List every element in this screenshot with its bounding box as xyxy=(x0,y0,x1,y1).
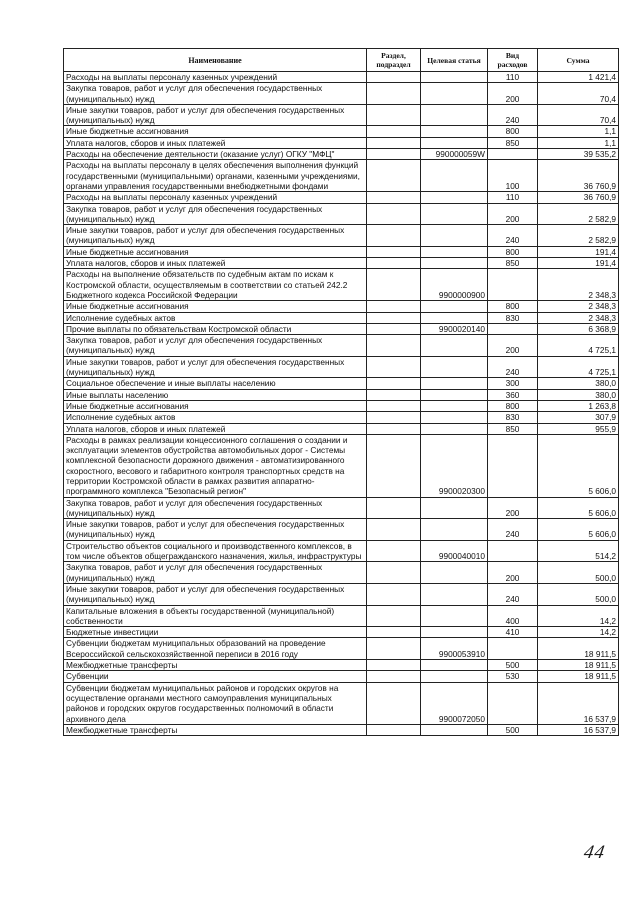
cell-amount: 70,4 xyxy=(538,83,619,105)
table-row xyxy=(64,682,619,724)
cell-section xyxy=(367,356,421,378)
table-row xyxy=(64,137,619,148)
cell-section xyxy=(367,335,421,357)
cell-expense-type xyxy=(488,269,538,301)
cell-expense-type: 500 xyxy=(488,660,538,671)
table-row xyxy=(64,72,619,83)
cell-target xyxy=(421,627,488,638)
cell-name: Иные закупки товаров, работ и услуг для обеспечения государственных (муниципальных) нужд xyxy=(64,356,367,378)
cell-expense-type xyxy=(488,682,538,724)
cell-target xyxy=(421,378,488,389)
header-expense-type: Вид расходов xyxy=(488,49,538,72)
cell-section xyxy=(367,160,421,192)
cell-name: Уплата налогов, сборов и иных платежей xyxy=(64,137,367,148)
header-target: Целевая статья xyxy=(421,49,488,72)
cell-section xyxy=(367,246,421,257)
cell-target: 9900040010 xyxy=(421,540,488,562)
cell-name: Межбюджетные трансферты xyxy=(64,724,367,735)
cell-expense-type xyxy=(488,638,538,660)
cell-section xyxy=(367,660,421,671)
cell-section xyxy=(367,562,421,584)
cell-target xyxy=(421,519,488,541)
cell-section xyxy=(367,83,421,105)
header-section: Раздел, подраздел xyxy=(367,49,421,72)
cell-name: Закупка товаров, работ и услуг для обеспечения государственных (муниципальных) нужд xyxy=(64,335,367,357)
cell-target xyxy=(421,192,488,203)
cell-expense-type: 800 xyxy=(488,301,538,312)
cell-name: Субвенции бюджетам муниципальных образований на проведение Всероссийской сельскохозяйственной переписи в 2016 году xyxy=(64,638,367,660)
cell-expense-type xyxy=(488,434,538,497)
table-row xyxy=(64,323,619,334)
cell-target xyxy=(421,660,488,671)
cell-section xyxy=(367,192,421,203)
cell-name: Капитальные вложения в объекты государственной (муниципальной) собственности xyxy=(64,605,367,627)
table-row xyxy=(64,301,619,312)
cell-expense-type: 240 xyxy=(488,225,538,247)
cell-expense-type: 830 xyxy=(488,412,538,423)
cell-name: Иные бюджетные ассигнования xyxy=(64,400,367,411)
cell-amount: 2 348,3 xyxy=(538,301,619,312)
cell-section xyxy=(367,203,421,225)
cell-name: Субвенции бюджетам муниципальных районов и городских округов на осуществление органами местного самоуправления муниципальных районов и городских округов государственных полномочий в области архивного дела xyxy=(64,682,367,724)
table-row xyxy=(64,149,619,160)
cell-expense-type xyxy=(488,149,538,160)
page-number: 44 xyxy=(582,842,607,863)
cell-expense-type: 200 xyxy=(488,335,538,357)
cell-target xyxy=(421,301,488,312)
cell-amount: 1,1 xyxy=(538,126,619,137)
table-row xyxy=(64,160,619,192)
cell-name: Исполнение судебных актов xyxy=(64,412,367,423)
cell-amount: 1 263,8 xyxy=(538,400,619,411)
table-row xyxy=(64,192,619,203)
cell-expense-type xyxy=(488,540,538,562)
table-row xyxy=(64,583,619,605)
cell-expense-type: 800 xyxy=(488,400,538,411)
cell-amount: 18 911,5 xyxy=(538,638,619,660)
cell-name: Межбюджетные трансферты xyxy=(64,660,367,671)
cell-name: Расходы на выплаты персоналу казенных учреждений xyxy=(64,72,367,83)
cell-expense-type: 800 xyxy=(488,126,538,137)
cell-amount: 514,2 xyxy=(538,540,619,562)
cell-section xyxy=(367,638,421,660)
table-row xyxy=(64,312,619,323)
cell-amount: 5 606,0 xyxy=(538,519,619,541)
table-row xyxy=(64,519,619,541)
cell-target xyxy=(421,160,488,192)
cell-expense-type: 300 xyxy=(488,378,538,389)
cell-amount: 36 760,9 xyxy=(538,160,619,192)
cell-section xyxy=(367,671,421,682)
table-row xyxy=(64,104,619,126)
cell-amount: 2 582,9 xyxy=(538,225,619,247)
cell-expense-type: 800 xyxy=(488,246,538,257)
cell-target xyxy=(421,423,488,434)
cell-amount: 2 582,9 xyxy=(538,203,619,225)
cell-amount: 307,9 xyxy=(538,412,619,423)
table-row xyxy=(64,605,619,627)
cell-target: 9900020140 xyxy=(421,323,488,334)
cell-section xyxy=(367,137,421,148)
cell-amount: 5 606,0 xyxy=(538,434,619,497)
cell-target xyxy=(421,335,488,357)
cell-expense-type: 830 xyxy=(488,312,538,323)
cell-amount: 380,0 xyxy=(538,378,619,389)
cell-name: Уплата налогов, сборов и иных платежей xyxy=(64,423,367,434)
cell-expense-type: 850 xyxy=(488,258,538,269)
cell-expense-type: 200 xyxy=(488,203,538,225)
cell-section xyxy=(367,258,421,269)
cell-name: Расходы в рамках реализации концессионного соглашения о создании и эксплуатации элементов обустройства автомобильных дорог - Системы комплексной безопасности дорожного движения - автоматизированного скоростного, весового и габаритного контроля транспортных средств на территории Костромской области в рамках развития аппаратно-программного комплекса "Безопасный регион" xyxy=(64,434,367,497)
cell-target: 9900072050 xyxy=(421,682,488,724)
cell-name: Иные закупки товаров, работ и услуг для обеспечения государственных (муниципальных) нужд xyxy=(64,519,367,541)
cell-target: 9900053910 xyxy=(421,638,488,660)
cell-section xyxy=(367,225,421,247)
table-row xyxy=(64,400,619,411)
header-name: Наименование xyxy=(64,49,367,72)
cell-section xyxy=(367,400,421,411)
cell-section xyxy=(367,269,421,301)
cell-target xyxy=(421,562,488,584)
table-row xyxy=(64,412,619,423)
cell-section xyxy=(367,423,421,434)
cell-expense-type: 110 xyxy=(488,192,538,203)
cell-target xyxy=(421,356,488,378)
cell-amount: 955,9 xyxy=(538,423,619,434)
cell-target xyxy=(421,724,488,735)
cell-amount: 16 537,9 xyxy=(538,724,619,735)
cell-target xyxy=(421,583,488,605)
cell-target xyxy=(421,225,488,247)
cell-section xyxy=(367,434,421,497)
cell-amount: 191,4 xyxy=(538,258,619,269)
cell-name: Расходы на обеспечение деятельности (оказание услуг) ОГКУ "МФЦ" xyxy=(64,149,367,160)
cell-expense-type: 110 xyxy=(488,72,538,83)
cell-section xyxy=(367,301,421,312)
cell-name: Расходы на выплаты персоналу казенных учреждений xyxy=(64,192,367,203)
cell-expense-type: 240 xyxy=(488,356,538,378)
cell-amount: 14,2 xyxy=(538,627,619,638)
table-row xyxy=(64,246,619,257)
cell-expense-type: 410 xyxy=(488,627,538,638)
table-row xyxy=(64,258,619,269)
cell-name: Закупка товаров, работ и услуг для обеспечения государственных (муниципальных) нужд xyxy=(64,562,367,584)
cell-target: 9900020300 xyxy=(421,434,488,497)
budget-sheet xyxy=(63,48,618,736)
cell-target xyxy=(421,203,488,225)
cell-section xyxy=(367,149,421,160)
cell-section xyxy=(367,497,421,519)
cell-target xyxy=(421,671,488,682)
cell-section xyxy=(367,72,421,83)
cell-name: Закупка товаров, работ и услуг для обеспечения государственных (муниципальных) нужд xyxy=(64,203,367,225)
cell-section xyxy=(367,389,421,400)
cell-amount: 1 421,4 xyxy=(538,72,619,83)
cell-section xyxy=(367,583,421,605)
cell-amount: 6 368,9 xyxy=(538,323,619,334)
cell-name: Иные выплаты населению xyxy=(64,389,367,400)
table-row xyxy=(64,660,619,671)
cell-expense-type: 240 xyxy=(488,104,538,126)
cell-target xyxy=(421,412,488,423)
cell-name: Субвенции xyxy=(64,671,367,682)
table-row xyxy=(64,562,619,584)
cell-expense-type xyxy=(488,323,538,334)
cell-amount: 18 911,5 xyxy=(538,671,619,682)
cell-target xyxy=(421,258,488,269)
cell-name: Иные бюджетные ассигнования xyxy=(64,126,367,137)
table-row xyxy=(64,378,619,389)
cell-name: Иные закупки товаров, работ и услуг для обеспечения государственных (муниципальных) нужд xyxy=(64,583,367,605)
cell-amount: 14,2 xyxy=(538,605,619,627)
cell-amount: 500,0 xyxy=(538,562,619,584)
table-row xyxy=(64,497,619,519)
cell-target xyxy=(421,246,488,257)
table-body xyxy=(64,72,619,736)
cell-section xyxy=(367,412,421,423)
cell-expense-type: 530 xyxy=(488,671,538,682)
cell-section xyxy=(367,519,421,541)
cell-section xyxy=(367,323,421,334)
table-row xyxy=(64,724,619,735)
cell-section xyxy=(367,540,421,562)
cell-target xyxy=(421,605,488,627)
cell-amount: 2 348,3 xyxy=(538,269,619,301)
cell-amount: 5 606,0 xyxy=(538,497,619,519)
table-row xyxy=(64,225,619,247)
cell-target: 9900000900 xyxy=(421,269,488,301)
cell-target xyxy=(421,126,488,137)
table-row xyxy=(64,423,619,434)
cell-target: 990000059W xyxy=(421,149,488,160)
cell-amount: 380,0 xyxy=(538,389,619,400)
cell-amount: 36 760,9 xyxy=(538,192,619,203)
cell-amount: 18 911,5 xyxy=(538,660,619,671)
cell-expense-type: 400 xyxy=(488,605,538,627)
cell-section xyxy=(367,378,421,389)
cell-name: Закупка товаров, работ и услуг для обеспечения государственных (муниципальных) нужд xyxy=(64,83,367,105)
budget-table xyxy=(63,48,619,736)
cell-name: Иные закупки товаров, работ и услуг для обеспечения государственных (муниципальных) нужд xyxy=(64,104,367,126)
table-header-row xyxy=(64,49,619,72)
cell-amount: 2 348,3 xyxy=(538,312,619,323)
cell-expense-type: 850 xyxy=(488,137,538,148)
cell-name: Иные бюджетные ассигнования xyxy=(64,301,367,312)
cell-expense-type: 240 xyxy=(488,519,538,541)
cell-expense-type: 200 xyxy=(488,83,538,105)
cell-target xyxy=(421,312,488,323)
cell-expense-type: 200 xyxy=(488,497,538,519)
table-row xyxy=(64,356,619,378)
table-row xyxy=(64,638,619,660)
cell-target xyxy=(421,83,488,105)
table-row xyxy=(64,434,619,497)
table-row xyxy=(64,335,619,357)
cell-section xyxy=(367,627,421,638)
cell-name: Прочие выплаты по обязательствам Костромской области xyxy=(64,323,367,334)
cell-expense-type: 360 xyxy=(488,389,538,400)
cell-section xyxy=(367,312,421,323)
table-row xyxy=(64,671,619,682)
cell-target xyxy=(421,104,488,126)
table-row xyxy=(64,83,619,105)
table-row xyxy=(64,540,619,562)
cell-section xyxy=(367,724,421,735)
cell-name: Иные бюджетные ассигнования xyxy=(64,246,367,257)
header-amount: Сумма xyxy=(538,49,619,72)
cell-target xyxy=(421,137,488,148)
cell-name: Бюджетные инвестиции xyxy=(64,627,367,638)
cell-section xyxy=(367,682,421,724)
cell-target xyxy=(421,497,488,519)
cell-section xyxy=(367,126,421,137)
cell-expense-type: 850 xyxy=(488,423,538,434)
cell-name: Иные закупки товаров, работ и услуг для обеспечения государственных (муниципальных) нужд xyxy=(64,225,367,247)
cell-expense-type: 100 xyxy=(488,160,538,192)
cell-name: Уплата налогов, сборов и иных платежей xyxy=(64,258,367,269)
cell-amount: 16 537,9 xyxy=(538,682,619,724)
cell-target xyxy=(421,400,488,411)
cell-target xyxy=(421,72,488,83)
cell-amount: 1,1 xyxy=(538,137,619,148)
cell-name: Расходы на выплаты персоналу в целях обеспечения выполнения функций государственными (муниципальными) органами, казенными учреждениями, органами управления государственными внебюджетными фондами xyxy=(64,160,367,192)
cell-section xyxy=(367,104,421,126)
cell-expense-type: 500 xyxy=(488,724,538,735)
table-row xyxy=(64,203,619,225)
table-row xyxy=(64,126,619,137)
cell-name: Строительство объектов социального и производственного комплексов, в том числе объектов общегражданского назначения, жилья, инфраструктуры xyxy=(64,540,367,562)
cell-name: Исполнение судебных актов xyxy=(64,312,367,323)
cell-name: Закупка товаров, работ и услуг для обеспечения государственных (муниципальных) нужд xyxy=(64,497,367,519)
cell-expense-type: 200 xyxy=(488,562,538,584)
cell-amount: 500,0 xyxy=(538,583,619,605)
cell-amount: 4 725,1 xyxy=(538,335,619,357)
table-row xyxy=(64,627,619,638)
cell-name: Расходы на выполнение обязательств по судебным актам по искам к Костромской области, осуществляемым в соответствии со статьей 242.2 Бюджетного кодекса Российской Федерации xyxy=(64,269,367,301)
cell-target xyxy=(421,389,488,400)
cell-amount: 70,4 xyxy=(538,104,619,126)
cell-amount: 191,4 xyxy=(538,246,619,257)
table-row xyxy=(64,269,619,301)
cell-name: Социальное обеспечение и иные выплаты населению xyxy=(64,378,367,389)
cell-expense-type: 240 xyxy=(488,583,538,605)
table-row xyxy=(64,389,619,400)
cell-section xyxy=(367,605,421,627)
cell-amount: 4 725,1 xyxy=(538,356,619,378)
cell-amount: 39 535,2 xyxy=(538,149,619,160)
